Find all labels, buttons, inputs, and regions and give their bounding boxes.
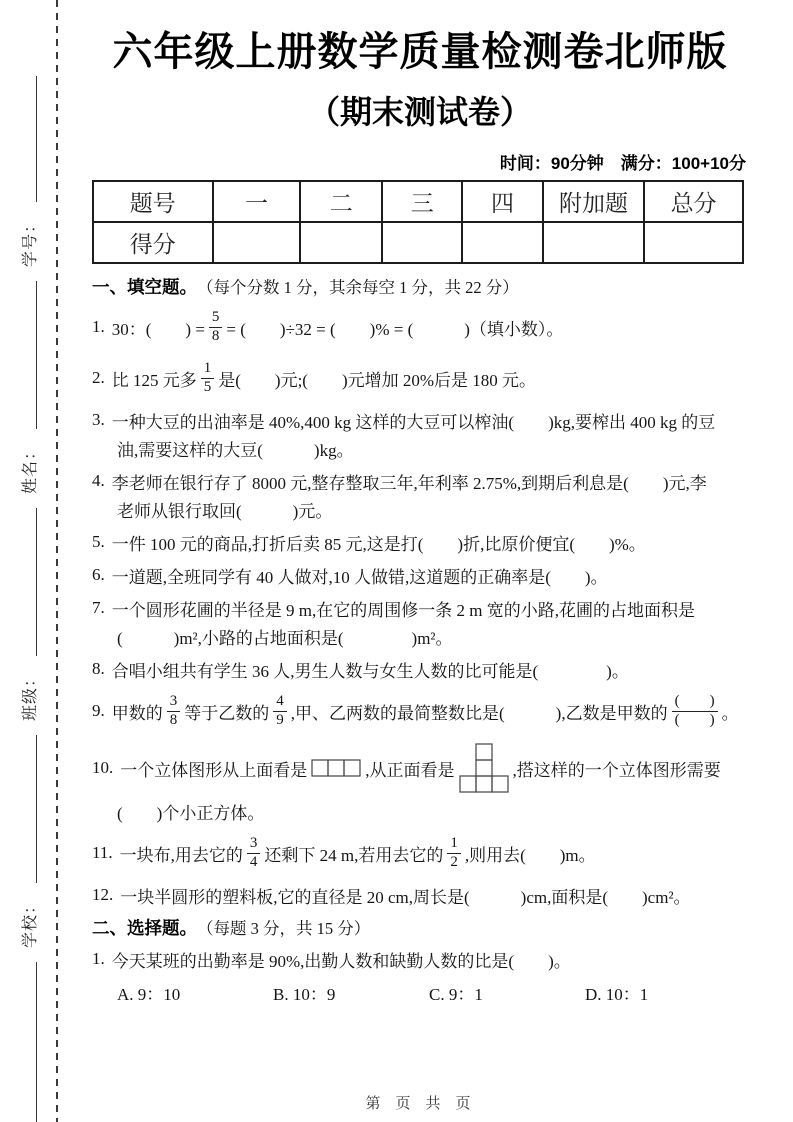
question-text: = ( )÷32 = ( )% = ( )（填小数）。 [226, 319, 564, 339]
fill-q2 [92, 355, 748, 401]
fraction-blank-answer: $\frac{( )}{( )}$ [672, 693, 718, 729]
studentid-write-line [34, 281, 37, 429]
score-table-header-row [93, 181, 743, 222]
question-number: 9. [92, 701, 105, 720]
fraction-1-2: $\frac{1}{2}$ [447, 835, 461, 871]
option-c: C. 9：1 [429, 984, 483, 1004]
fill-q6 [92, 561, 748, 589]
question-number: 6. [92, 565, 105, 584]
question-text: 甲数的 [111, 703, 163, 723]
question-text: ,则用去( )m。 [464, 845, 596, 865]
fill-q3 [92, 406, 748, 462]
top-write-line [34, 76, 37, 202]
fraction-1-5: $\frac{1}{5}$ [201, 360, 215, 396]
question-text: ,搭这样的一个立体图形需要 [512, 760, 721, 780]
question-text: 一个圆形花圃的半径是 9 m,在它的周围修一条 2 m 宽的小路,花圃的占地面积是 [111, 600, 695, 620]
question-text: 油,需要这样的大豆( )kg。 [117, 440, 354, 460]
question-text: ( )m²,小路的占地面积是( )m²。 [117, 628, 453, 648]
studentid-label: 学号： [22, 216, 39, 268]
fill-q9 [92, 688, 748, 734]
score-row-label: 得分 [93, 222, 213, 263]
time-score-info: 时间：90分钟 满分：100+10分 [499, 154, 746, 173]
option-b: B. 10：9 [273, 984, 336, 1004]
class-write-line [34, 735, 37, 883]
score-header-cell: 总分 [644, 181, 743, 222]
name-write-line [34, 508, 37, 656]
section-fill-heading [92, 273, 748, 299]
question-number: 11. [92, 843, 113, 862]
question-text: 合唱小组共有学生 36 人,男生人数与女生人数的比可能是( )。 [111, 661, 629, 681]
top-view-diagram [311, 759, 361, 777]
question-text: ,甲、乙两数的最简整数比是( ),乙数是甲数的 [290, 703, 668, 723]
question-text: 。 [721, 703, 739, 723]
paper-content [92, 0, 748, 1006]
question-text: 一道题,全班同学有 40 人做对,10 人做错,这道题的正确率是( )。 [111, 567, 608, 587]
question-text: 30：( ) = [111, 319, 205, 339]
score-cell-empty [382, 222, 462, 263]
question-text: 还剩下 24 m,若用去它的 [264, 845, 444, 865]
choice-q1-options [92, 978, 748, 1006]
score-header-cell: 题号 [93, 181, 213, 222]
section-fill-title: 一、填空题。 [92, 276, 197, 297]
question-text: 比 125 元多 [111, 370, 197, 390]
score-cell-empty [543, 222, 644, 263]
question-number: 3. [92, 410, 105, 429]
question-text: 一个立体图形从上面看是 [120, 760, 308, 780]
question-text: 一块半圆形的塑料板,它的直径是 20 cm,周长是( )cm,面积是( )cm²。 [120, 887, 691, 907]
fill-q4 [92, 467, 748, 523]
question-number: 4. [92, 471, 105, 490]
fraction-3-4: $\frac{3}{4}$ [247, 835, 261, 871]
fill-q12 [92, 881, 748, 909]
fill-q8 [92, 655, 748, 683]
section-fill-note: （每个分数 1 分，其余每空 1 分，共 22 分） [197, 278, 519, 297]
question-text: ( )个小正方体。 [117, 803, 265, 823]
score-header-cell: 三 [382, 181, 462, 222]
fraction-4-9: $\frac{4}{9}$ [273, 693, 287, 729]
page-footer: 第 页 共 页 [365, 1095, 471, 1112]
questions-area [92, 273, 748, 1006]
school-label: 学校： [22, 897, 39, 949]
name-label: 姓名： [22, 443, 39, 495]
score-table [92, 180, 744, 264]
paper-title: 六年级上册数学质量检测卷北师版 [112, 30, 728, 74]
score-cell-empty [213, 222, 301, 263]
fraction-5-8: $\frac{5}{8}$ [209, 309, 223, 345]
option-a: A. 9：10 [117, 984, 181, 1004]
option-d: D. 10：1 [585, 984, 649, 1004]
fill-q11 [92, 830, 748, 876]
section-choice-title: 二、选择题。 [92, 917, 197, 938]
fill-q7 [92, 594, 748, 650]
section-choice-heading [92, 914, 748, 940]
score-header-cell: 一 [213, 181, 301, 222]
score-cell-empty [300, 222, 382, 263]
score-cell-empty [462, 222, 543, 263]
question-text: 一件 100 元的商品,打折后卖 85 元,这是打( )折,比原价便宜( )%。 [111, 534, 646, 554]
question-text: 一种大豆的出油率是 40%,400 kg 这样的大豆可以榨油( )kg,要榨出 400 kg 的豆 [111, 412, 716, 432]
question-number: 12. [92, 885, 114, 904]
paper-subtitle: （期末测试卷） [307, 94, 532, 130]
student-info-sidebar [15, 76, 39, 1122]
question-number: 1. [92, 317, 105, 336]
class-label: 班级： [22, 670, 39, 722]
fill-q5 [92, 528, 748, 556]
score-table-score-row [93, 222, 743, 263]
score-cell-empty [644, 222, 743, 263]
question-text: 老师从银行取回( )元。 [117, 501, 333, 521]
question-text: 李老师在银行存了 8000 元,整存整取三年,年利率 2.75%,到期后利息是( )元,李 [111, 473, 707, 493]
score-header-cell: 四 [462, 181, 543, 222]
question-text: 是( )元;( )元增加 20%后是 180 元。 [218, 370, 537, 390]
question-number: 5. [92, 532, 105, 551]
question-number: 8. [92, 659, 105, 678]
question-text: 等于乙数的 [184, 703, 270, 723]
question-number: 2. [92, 368, 105, 387]
fraction-3-8: $\frac{3}{8}$ [167, 693, 181, 729]
score-header-cell: 二 [300, 181, 382, 222]
question-text: ,从正面看是 [365, 760, 455, 780]
front-view-diagram [459, 743, 509, 793]
fill-q10 [92, 739, 748, 825]
section-choice-note: （每题 3 分，共 15 分） [197, 919, 371, 938]
score-header-cell: 附加题 [543, 181, 644, 222]
question-text: 一块布,用去它的 [119, 845, 243, 865]
question-text: 今天某班的出勤率是 90%,出勤人数和缺勤人数的比是( )。 [111, 951, 571, 971]
school-write-line [34, 962, 37, 1122]
choice-q1 [92, 945, 748, 973]
question-number: 7. [92, 598, 105, 617]
question-number: 1. [92, 949, 105, 968]
fill-q1 [92, 304, 748, 350]
fold-dashed-line [56, 0, 58, 1122]
question-number: 10. [92, 758, 114, 777]
